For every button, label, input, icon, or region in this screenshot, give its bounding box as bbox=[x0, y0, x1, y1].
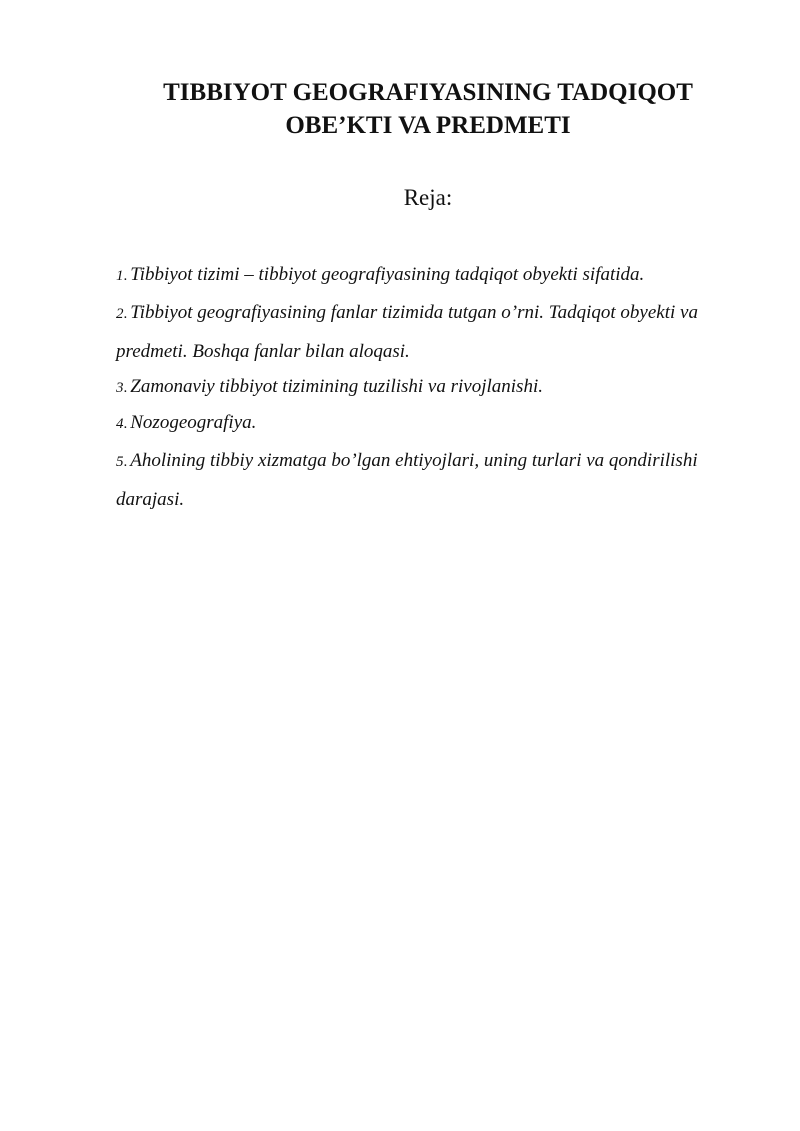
document-title bbox=[116, 76, 740, 142]
title-line-2: OBE’KTI VA PREDMETI bbox=[285, 112, 571, 139]
plan-item-number: 5 bbox=[116, 453, 124, 470]
plan-heading: Reja: bbox=[403, 185, 453, 210]
plan-item-number: 3 bbox=[116, 379, 124, 396]
plan-item-number-dot: . bbox=[123, 379, 128, 396]
plan-item-text: Nozogeografiya. bbox=[130, 412, 257, 433]
plan-item-number: 2 bbox=[116, 305, 124, 322]
plan-item-number-dot: . bbox=[123, 268, 128, 284]
plan-item-4 bbox=[116, 404, 736, 444]
plan-item-text: Tibbiyot geografiyasining fanlar tizimida tutgan o’rni. Tadqiqot obyekti va predmeti. Boshqa fanlar bilan aloqasi. bbox=[116, 301, 698, 362]
plan-list bbox=[116, 256, 736, 517]
plan-item-3 bbox=[116, 368, 736, 408]
title-line-1: TIBBIYOT GEOGRAFIYASINING TADQIQOT bbox=[163, 79, 693, 106]
plan-item-1 bbox=[116, 256, 736, 296]
plan-item-number: 1 bbox=[116, 268, 124, 284]
plan-item-number-dot: . bbox=[123, 416, 128, 432]
plan-item-number-dot: . bbox=[123, 453, 128, 470]
plan-item-text: Zamonaviy tibbiyot tizimining tuzilishi va rivojlanishi. bbox=[130, 375, 543, 397]
plan-item-number: 4 bbox=[116, 416, 124, 432]
plan-item-text: Tibbiyot tizimi – tibbiyot geografiyasining tadqiqot obyekti sifatida. bbox=[130, 264, 645, 285]
plan-item-number-dot: . bbox=[123, 305, 128, 322]
plan-item-2 bbox=[116, 294, 736, 371]
plan-item-5 bbox=[116, 442, 736, 519]
plan-item-text: Aholining tibbiy xizmatga bo’lgan ehtiyojlari, uning turlari va qondirilishi darajasi. bbox=[116, 449, 698, 510]
